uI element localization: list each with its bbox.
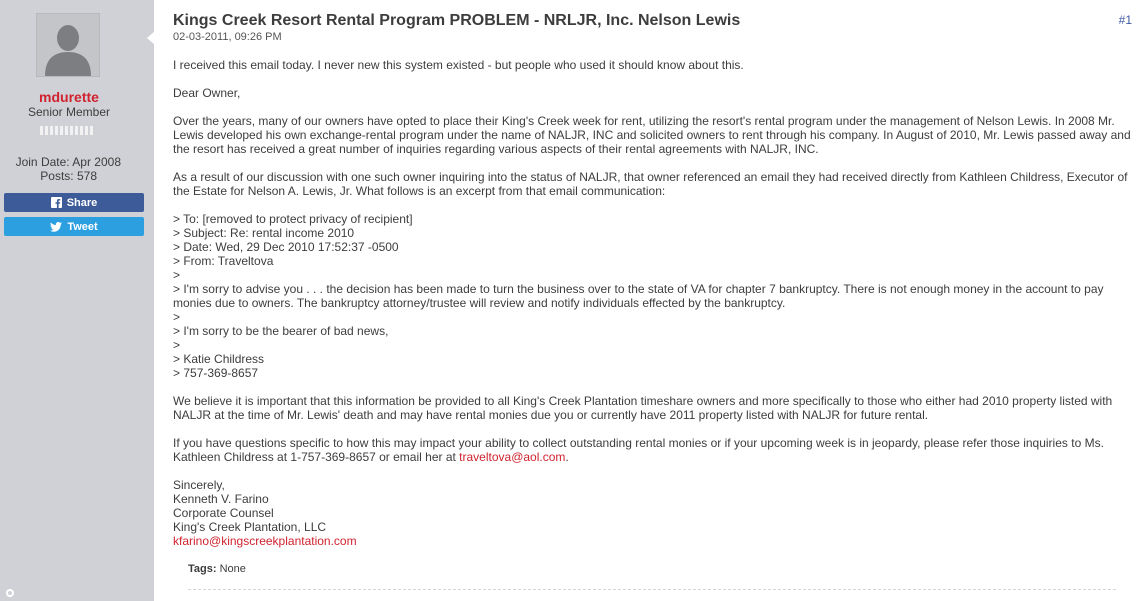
signature-line: Kenneth V. Farino [173, 492, 269, 506]
contact-end: . [565, 450, 569, 464]
contact-text: If you have questions specific to how this may impact your ability to collect outstanding rental monies or if your upcoming week is in jeopardy, please refer those inquiries to Ms. Kathleen Childress at 1-757-369-8657 or email her at [173, 436, 1104, 464]
quoted-line: > I'm sorry to advise you . . . the decision has been made to turn the business over to the state of VA for chapter 7 bankruptcy. There is not enough money in the account to pay monies due to owners. The bankruptcy attorney/trustee will review and notify individuals effected by the bankruptcy. [173, 282, 1104, 310]
post-count: Posts: 578 [40, 169, 97, 183]
post-content [154, 0, 1140, 601]
quoted-line: > Date: Wed, 29 Dec 2010 17:52:37 -0500 [173, 240, 399, 254]
signature-line: Corporate Counsel [173, 506, 274, 520]
facebook-share-button[interactable] [4, 193, 144, 212]
reputation-bar [40, 126, 93, 135]
quoted-email [173, 212, 1134, 380]
post-title: Kings Creek Resort Rental Program PROBLEM - NRLJR, Inc. Nelson Lewis [173, 12, 741, 29]
signature-line: King's Creek Plantation, LLC [173, 520, 327, 534]
post-number-link[interactable]: #1 [1118, 13, 1132, 27]
body-paragraph: As a result of our discussion with one such owner inquiring into the status of NALJR, that owner referenced an email they had received directly from Kathleen Childress, Executor of the Estate for Nelson A. Lewis, Jr. What follows is an excerpt from that email communication: [173, 170, 1128, 198]
body-paragraph: Dear Owner, [173, 86, 241, 100]
signature-email-link[interactable]: kfarino@kingscreekplantation.com [173, 534, 357, 548]
quoted-line: > [173, 338, 181, 352]
body-paragraph: Over the years, many of our owners have opted to place their King's Creek week for rent, utilizing the resort's rental program under the management of Nelson Lewis. In 2008 Mr. Lewis developed his own exchange-rental program under the name of NALJR, INC and solicited owners to rent through his company. In August of 2010, Mr. Lewis passed away and the resort has received a great number of inquiries regarding various aspects of their rental agreements with NALJR, INC. [173, 114, 1131, 156]
default-avatar-icon [37, 14, 99, 76]
quoted-line: > Subject: Re: rental income 2010 [173, 226, 355, 240]
post-tags [188, 563, 246, 575]
quoted-line: > [173, 268, 181, 282]
post-divider [188, 589, 1116, 590]
tags-value: None [219, 563, 246, 575]
join-date: Join Date: Apr 2008 [15, 155, 121, 169]
twitter-icon [50, 222, 62, 232]
body-paragraph: We believe it is important that this information be provided to all King's Creek Plantation timeshare owners and more specifically to those who either had 2010 property listed with NALJR at the time of Mr. Lewis' death and may have rental monies due you or currently have 2011 property listed with NALJR for future rental. [173, 394, 1113, 422]
post-body [173, 58, 1134, 562]
post-date: 02-03-2011, 09:26 PM [173, 31, 282, 43]
contact-email-link[interactable]: traveltova@aol.com [459, 450, 566, 464]
quoted-line: > Katie Childress [173, 352, 265, 366]
username[interactable]: mdurette [39, 89, 99, 105]
quoted-line: > To: [removed to protect privacy of recipient] [173, 212, 413, 226]
body-paragraph: I received this email today. I never new this system existed - but people who used it should know about this. [173, 58, 744, 72]
quoted-line: > From: Traveltova [173, 254, 274, 268]
tweet-label: Tweet [67, 220, 98, 233]
twitter-tweet-button[interactable] [4, 217, 144, 236]
facebook-icon [51, 197, 62, 208]
signature [173, 478, 1134, 548]
contact-paragraph [173, 436, 1134, 464]
user-sidebar [0, 0, 154, 601]
quoted-line: > I'm sorry to be the bearer of bad news, [173, 324, 389, 338]
quoted-line: > 757-369-8657 [173, 366, 259, 380]
share-label: Share [66, 196, 98, 209]
online-status-icon [6, 589, 14, 597]
user-title: Senior Member [27, 105, 111, 119]
signature-line: Sincerely, [173, 478, 225, 492]
quoted-line: > [173, 310, 181, 324]
tags-label: Tags: [188, 563, 217, 575]
avatar[interactable] [36, 13, 100, 77]
